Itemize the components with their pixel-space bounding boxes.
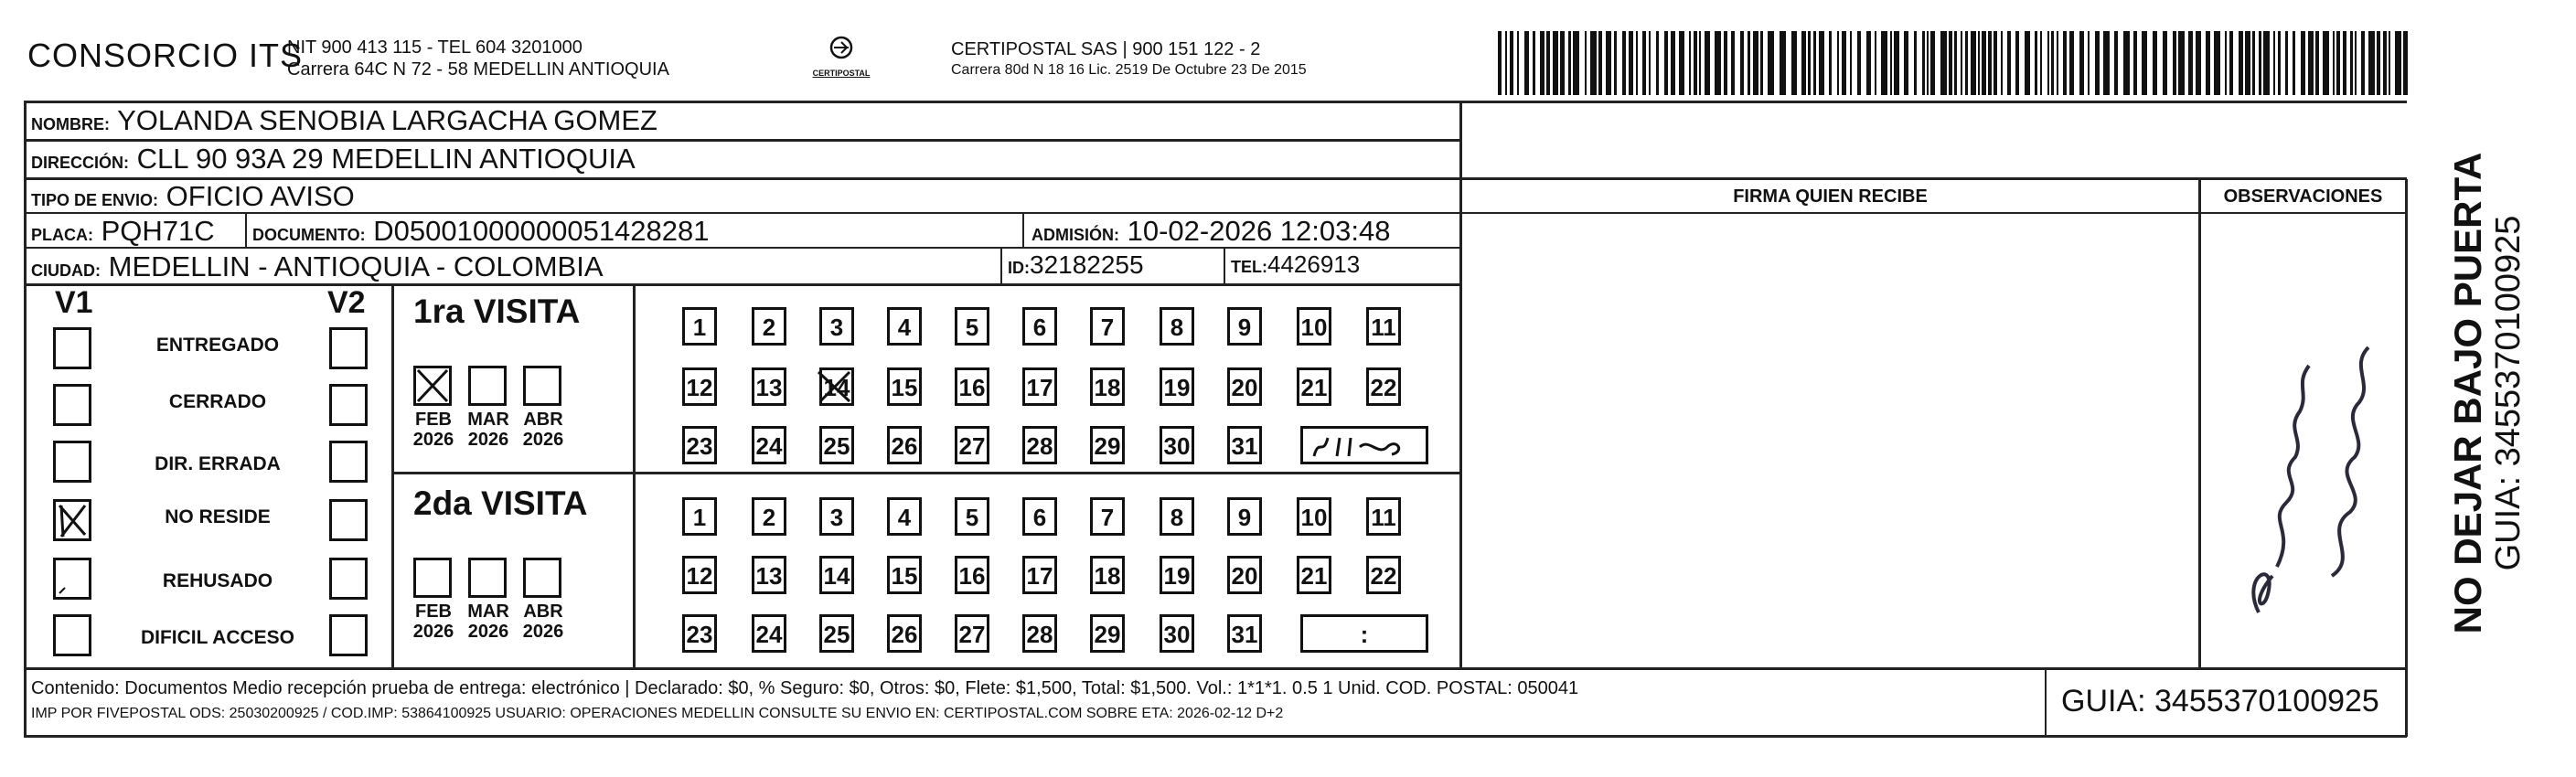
- day-box[interactable]: 6: [1022, 307, 1057, 346]
- v2-checkbox[interactable]: [329, 558, 368, 600]
- certipostal-logo: [805, 35, 878, 78]
- day-box[interactable]: 31: [1227, 614, 1262, 653]
- day-box[interactable]: 31: [1227, 426, 1262, 464]
- day-box[interactable]: 23: [682, 426, 717, 464]
- day-box[interactable]: 5: [955, 497, 989, 536]
- v1-checkbox[interactable]: [53, 614, 91, 656]
- documento-value: D05001000000051428281: [373, 215, 710, 247]
- day-box[interactable]: 19: [1160, 367, 1194, 406]
- day-box[interactable]: 18: [1090, 556, 1125, 594]
- day-box[interactable]: 16: [955, 367, 989, 406]
- id-label: ID:: [1008, 259, 1030, 277]
- day-box[interactable]: 14: [819, 556, 854, 594]
- day-box[interactable]: 2: [752, 497, 786, 536]
- month-year: 2026: [522, 430, 564, 450]
- day-box[interactable]: 25: [819, 426, 854, 464]
- day-box[interactable]: 22: [1366, 556, 1401, 594]
- day-box[interactable]: 15: [887, 367, 922, 406]
- month-name: ABR: [523, 601, 563, 622]
- day-box[interactable]: 30: [1160, 614, 1194, 653]
- direccion-label: DIRECCIÓN:: [31, 154, 129, 172]
- day-box[interactable]: 8: [1160, 497, 1194, 536]
- day-box[interactable]: 18: [1090, 367, 1125, 406]
- month-label: [461, 410, 516, 450]
- day-box[interactable]: 13: [752, 367, 786, 406]
- firma-label: FIRMA QUIEN RECIBE: [1733, 186, 1928, 207]
- documento-row: [252, 215, 710, 248]
- day-box[interactable]: 7: [1090, 497, 1125, 536]
- day-box[interactable]: 6: [1022, 497, 1057, 536]
- month-name: FEB: [415, 410, 452, 430]
- direccion-value: CLL 90 93A 29 MEDELLIN ANTIOQUIA: [136, 143, 636, 175]
- nombre-value: YOLANDA SENOBIA LARGACHA GOMEZ: [117, 104, 657, 136]
- v1-checkbox[interactable]: [53, 384, 91, 426]
- placa-value: PQH71C: [101, 215, 215, 247]
- direccion-row: [31, 143, 636, 176]
- footer-guia: GUIA: 3455370100925: [2061, 684, 2379, 718]
- day-box[interactable]: 12: [682, 367, 717, 406]
- month-checkbox[interactable]: [468, 366, 507, 406]
- day-box[interactable]: 1: [682, 307, 717, 346]
- v2-checkbox[interactable]: [329, 614, 368, 656]
- barcode: [1498, 31, 2412, 95]
- side-guia: GUIA: 3455370100925: [2489, 215, 2528, 571]
- observaciones-label: OBSERVACIONES: [2223, 186, 2383, 207]
- month-year: 2026: [412, 622, 454, 642]
- id-value: 32182255: [1030, 250, 1144, 279]
- nombre-label: NOMBRE:: [31, 115, 110, 133]
- day-box[interactable]: 21: [1297, 367, 1331, 406]
- admision-value: 10-02-2026 12:03:48: [1127, 215, 1391, 247]
- day-box[interactable]: 9: [1227, 497, 1262, 536]
- company-address: Carrera 64C N 72 - 58 MEDELLIN ANTIOQUIA: [287, 59, 669, 80]
- v1-checkbox[interactable]: [53, 327, 91, 369]
- v2-checkbox[interactable]: [329, 499, 368, 541]
- status-option-label: CERRADO: [168, 391, 267, 412]
- day-box[interactable]: 11: [1366, 307, 1401, 346]
- day-box[interactable]: 9: [1227, 307, 1262, 346]
- ciudad-label: CIUDAD:: [31, 261, 101, 280]
- admision-row: [1031, 215, 1390, 248]
- v2-checkbox[interactable]: [329, 384, 368, 426]
- day-box[interactable]: 22: [1366, 367, 1401, 406]
- month-name: MAR: [467, 601, 509, 622]
- status-option-label: DIR. ERRADA: [155, 453, 281, 474]
- day-box[interactable]: 10: [1297, 307, 1331, 346]
- status-option-label: DIFICIL ACCESO: [140, 627, 294, 648]
- day-box[interactable]: 30: [1160, 426, 1194, 464]
- v2-checkbox[interactable]: [329, 327, 368, 369]
- side-notice: [2447, 153, 2528, 634]
- month-label: [516, 601, 571, 642]
- day-box[interactable]: 19: [1160, 556, 1194, 594]
- courier-name: CERTIPOSTAL SAS | 900 151 122 - 2: [951, 39, 1261, 59]
- month-year: 2026: [467, 622, 509, 642]
- v2-label: V2: [327, 285, 366, 320]
- day-box[interactable]: 10: [1297, 497, 1331, 536]
- day-box[interactable]: 26: [887, 426, 922, 464]
- day-box[interactable]: 16: [955, 556, 989, 594]
- day-box[interactable]: 11: [1366, 497, 1401, 536]
- month-checkbox[interactable]: [413, 558, 452, 598]
- tel-label: TEL:: [1231, 258, 1267, 276]
- status-option-label: NO RESIDE: [165, 506, 271, 527]
- v1-label: V1: [55, 285, 93, 320]
- handwritten-signature: [2222, 302, 2387, 649]
- logo-text: CERTIPOSTAL: [812, 69, 871, 78]
- day-box[interactable]: 3: [819, 307, 854, 346]
- day-box[interactable]: 4: [887, 307, 922, 346]
- placa-row: [31, 215, 215, 248]
- day-box[interactable]: 28: [1022, 426, 1057, 464]
- company-nit: NIT 900 413 115 - TEL 604 3201000: [287, 37, 583, 58]
- day-box[interactable]: 7: [1090, 307, 1125, 346]
- day-box[interactable]: 25: [819, 614, 854, 653]
- day-box[interactable]: 13: [752, 556, 786, 594]
- day-box[interactable]: 3: [819, 497, 854, 536]
- month-checkbox[interactable]: [523, 558, 561, 598]
- day-box[interactable]: 29: [1090, 426, 1125, 464]
- status-option-label: REHUSADO: [162, 570, 273, 591]
- month-label: [516, 410, 571, 450]
- day-box[interactable]: 27: [955, 426, 989, 464]
- id-row: [1008, 250, 1144, 280]
- ciudad-row: [31, 250, 604, 283]
- day-box[interactable]: 20: [1227, 556, 1262, 594]
- month-year: 2026: [522, 622, 564, 642]
- tipo-value: OFICIO AVISO: [166, 180, 355, 212]
- v1-checkbox[interactable]: [53, 558, 91, 600]
- status-option-label: ENTREGADO: [155, 335, 280, 356]
- day-box[interactable]: 4: [887, 497, 922, 536]
- day-box[interactable]: 27: [955, 614, 989, 653]
- courier-address: Carrera 80d N 18 16 Lic. 2519 De Octubre 23 De 2015: [951, 62, 1307, 78]
- day-box[interactable]: 8: [1160, 307, 1194, 346]
- day-box[interactable]: 23: [682, 614, 717, 653]
- admision-label: ADMISIÓN:: [1031, 226, 1119, 244]
- tipo-label: TIPO DE ENVIO:: [31, 191, 159, 209]
- day-box[interactable]: 24: [752, 426, 786, 464]
- v1-checkbox[interactable]: [53, 499, 91, 541]
- day-box[interactable]: 26: [887, 614, 922, 653]
- day-box[interactable]: 17: [1022, 556, 1057, 594]
- month-checkbox[interactable]: [468, 558, 507, 598]
- day-box[interactable]: 21: [1297, 556, 1331, 594]
- tel-value: 4426913: [1267, 250, 1361, 278]
- month-name: FEB: [415, 601, 452, 622]
- day-box[interactable]: 15: [887, 556, 922, 594]
- month-label: [406, 410, 461, 450]
- first-visit-label: 1ra VISITA: [413, 293, 581, 330]
- month-year: 2026: [467, 430, 509, 450]
- nombre-row: [31, 104, 657, 137]
- month-checkbox[interactable]: [523, 366, 561, 406]
- second-visit-label: 2da VISITA: [413, 484, 588, 522]
- footer-contenido: Contenido: Documentos Medio recepción prueba de entrega: electrónico | Declarado: $0, % Seguro: $0, Otros: $0, Flete: $1,500, Total: $1,500. Vol.: 1*1*1. 0.5 1 Unid. COD. POSTAL: 050041: [31, 678, 1579, 698]
- tel-row: [1231, 250, 1360, 279]
- placa-label: PLACA:: [31, 226, 93, 244]
- documento-label: DOCUMENTO:: [252, 226, 366, 244]
- day-box[interactable]: 17: [1022, 367, 1057, 406]
- day-box[interactable]: 1: [682, 497, 717, 536]
- day-box[interactable]: 24: [752, 614, 786, 653]
- tipo-row: [31, 180, 355, 213]
- day-box[interactable]: 2: [752, 307, 786, 346]
- day-box[interactable]: 29: [1090, 614, 1125, 653]
- month-checkbox[interactable]: [413, 366, 452, 406]
- month-year: 2026: [412, 430, 454, 450]
- v2-checkbox[interactable]: [329, 441, 368, 483]
- time-box[interactable]: [1300, 426, 1428, 464]
- no-dejar-text: NO DEJAR BAJO PUERTA: [2446, 152, 2489, 634]
- ciudad-value: MEDELLIN - ANTIOQUIA - COLOMBIA: [108, 250, 604, 282]
- day-box[interactable]: 20: [1227, 367, 1262, 406]
- day-box[interactable]: 28: [1022, 614, 1057, 653]
- month-label: [406, 601, 461, 642]
- day-box[interactable]: 14: [819, 367, 854, 406]
- month-name: ABR: [523, 410, 563, 430]
- time-box[interactable]: :: [1300, 614, 1428, 653]
- v1-checkbox[interactable]: [53, 441, 91, 483]
- month-label: [461, 601, 516, 642]
- month-name: MAR: [467, 410, 509, 430]
- day-box[interactable]: 12: [682, 556, 717, 594]
- company-name: CONSORCIO ITS: [27, 37, 304, 74]
- postal-logo-icon: [823, 35, 860, 64]
- day-box[interactable]: 5: [955, 307, 989, 346]
- footer-imp: IMP POR FIVEPOSTAL ODS: 25030200925 / COD.IMP: 53864100925 USUARIO: OPERACIONES MEDELLIN CONSULTE SU ENVIO EN: CERTIPOSTAL.COM SOBRE ETA: 2026-02-12 D+2: [31, 706, 1284, 721]
